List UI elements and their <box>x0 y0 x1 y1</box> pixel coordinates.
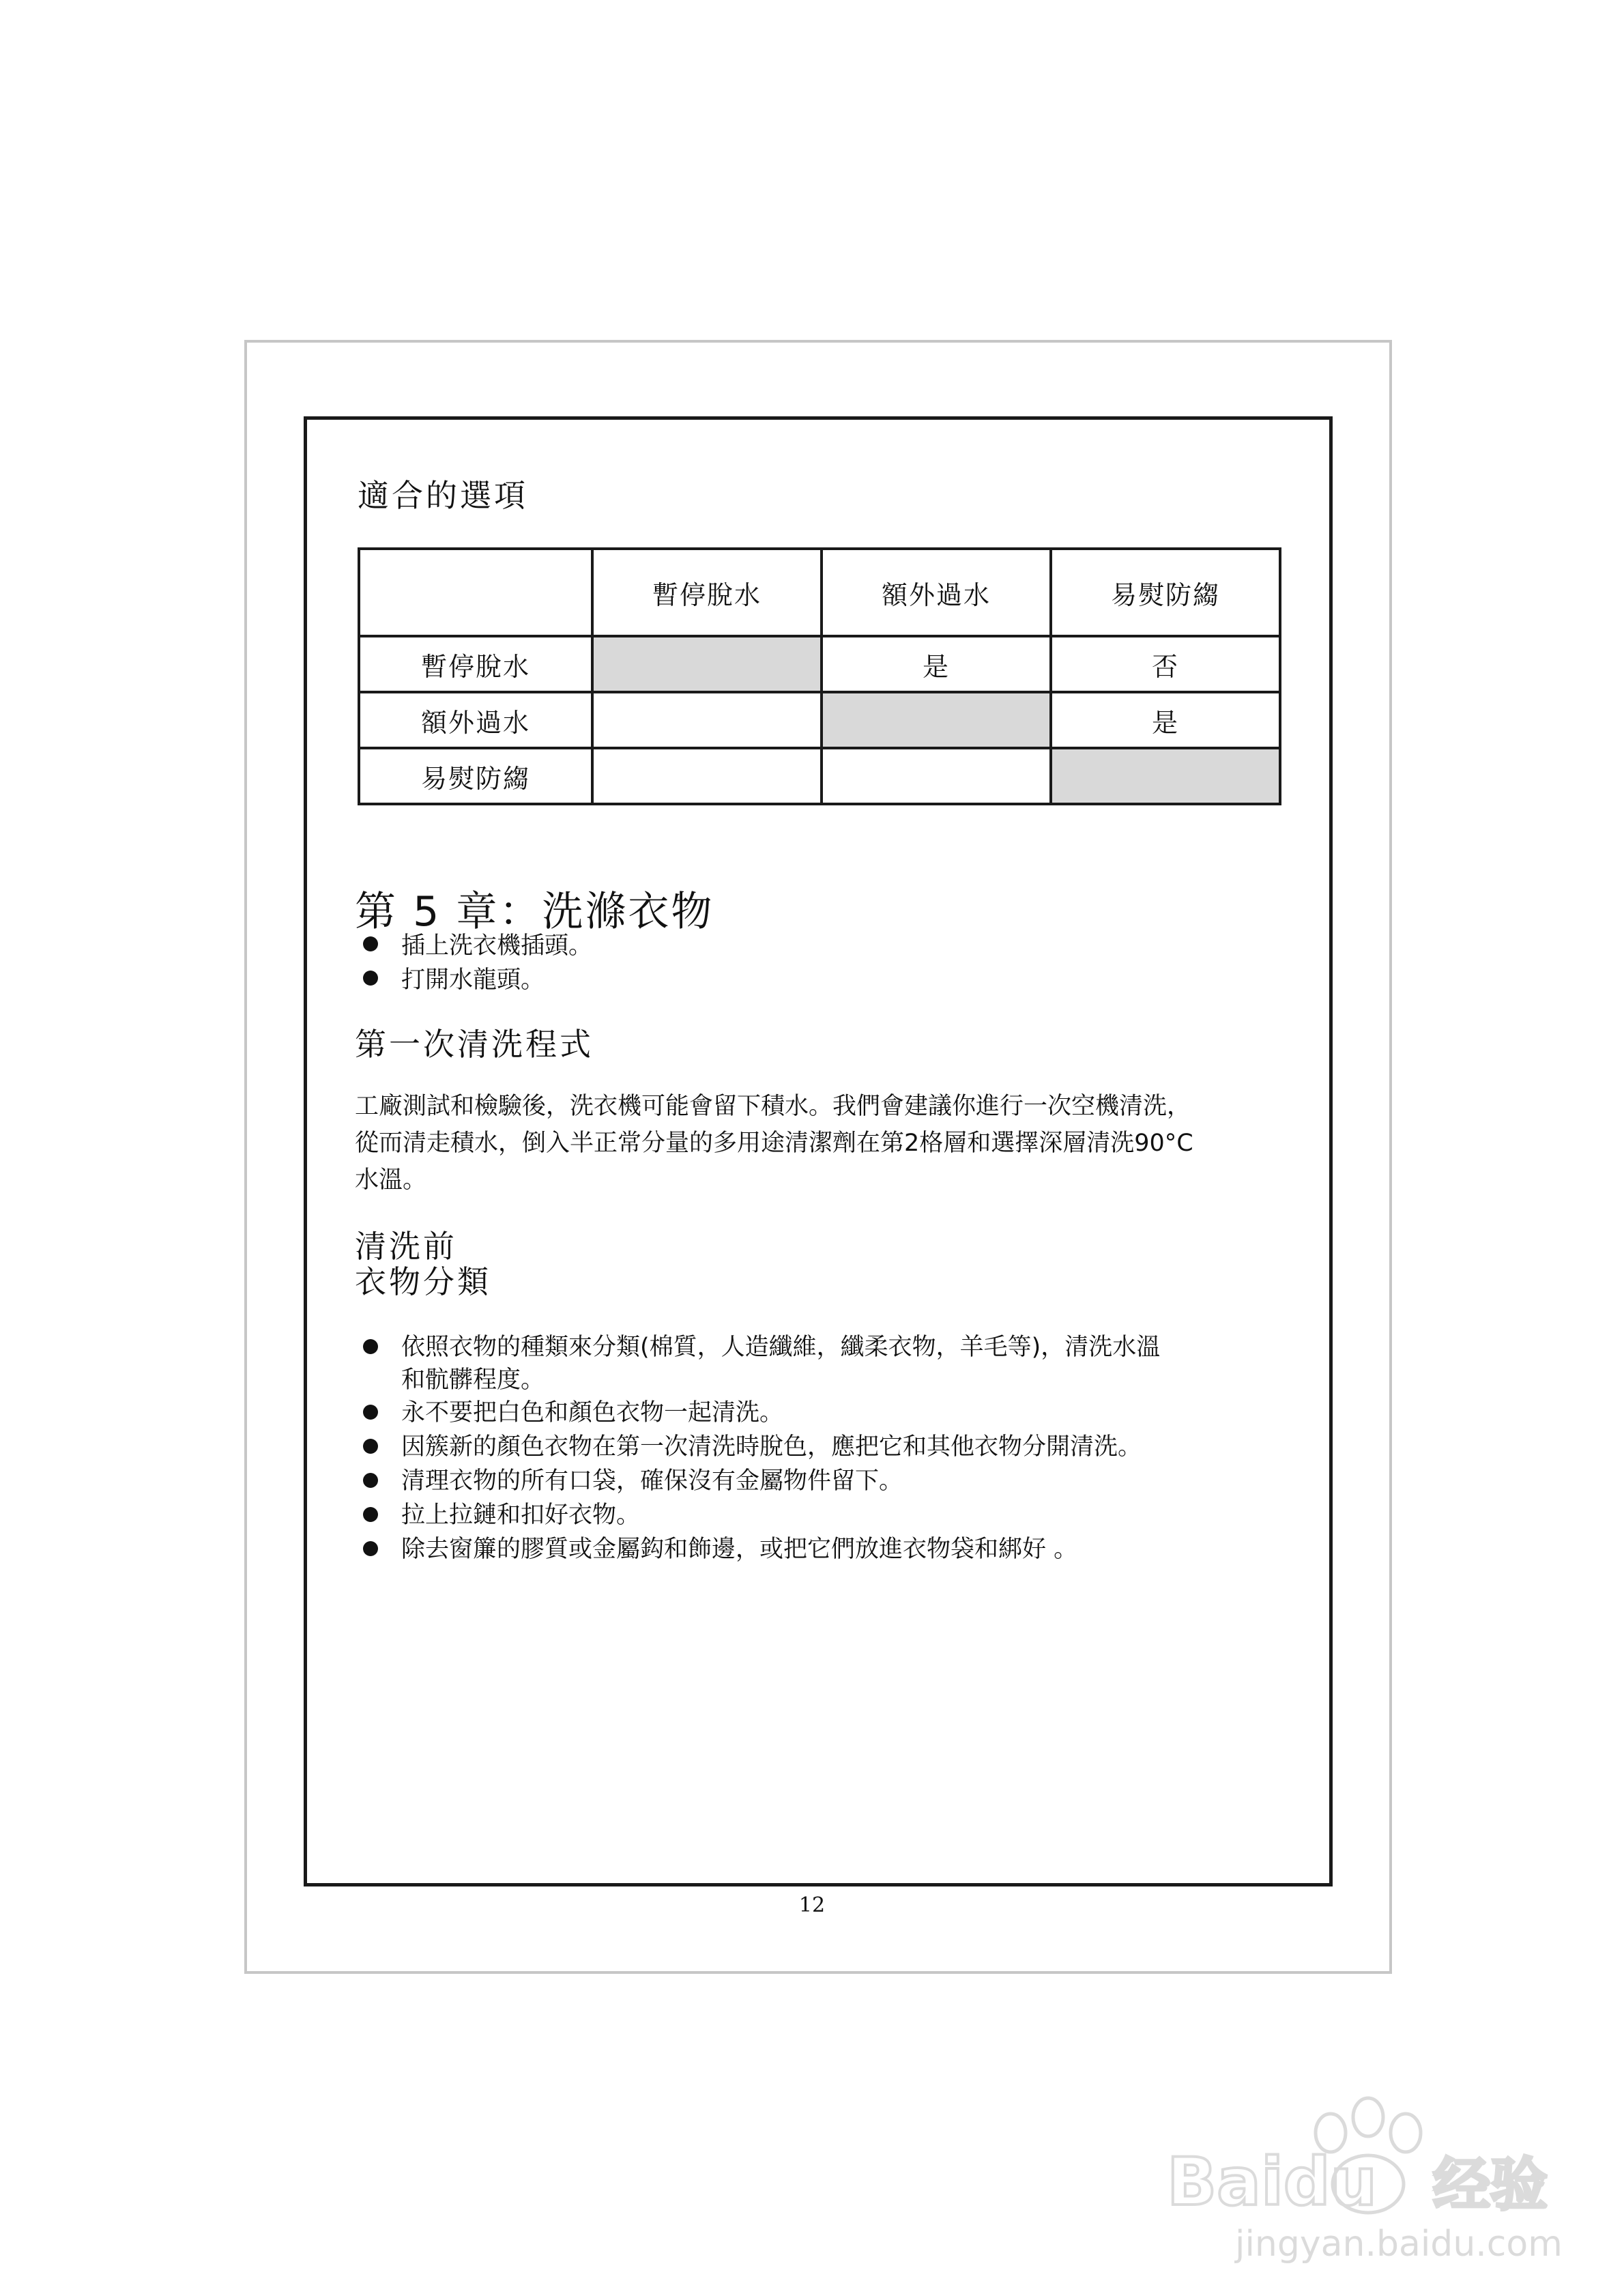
sorting-title-line2: 衣物分類 <box>355 1263 491 1300</box>
list-item-continuation: 和骯髒程度。 <box>401 1366 545 1394</box>
first-wash-title: 第一次清洗程式 <box>355 1026 594 1063</box>
table-header-cell: 暫停脫水 <box>592 549 822 636</box>
bullet-dot <box>363 1507 378 1522</box>
bullet-dot <box>363 1405 378 1420</box>
table-row-label: 易熨防縐 <box>359 748 592 804</box>
list-item: 拉上拉鏈和扣好衣物。 <box>401 1502 641 1529</box>
baidu-watermark-logo <box>1160 2068 1583 2266</box>
table-row-label: 暫停脫水 <box>359 636 592 692</box>
list-item: 插上洗衣機插頭。 <box>401 932 593 960</box>
list-item: 依照衣物的種類來分類(棉質，人造纖維，纖柔衣物，羊毛等)，清洗水溫 <box>401 1334 1161 1361</box>
table-cell <box>592 692 822 748</box>
chapter-title: 第 5 章：洗滌衣物 <box>355 888 714 936</box>
options-section-title: 適合的選項 <box>358 477 528 514</box>
table-cell <box>822 748 1051 804</box>
table-cell-shaded <box>592 636 822 692</box>
paragraph-line: 水溫。 <box>355 1166 427 1194</box>
table-cell-shaded <box>822 692 1051 748</box>
table-cell: 是 <box>822 636 1051 692</box>
list-item: 永不要把白色和顏色衣物一起清洗。 <box>401 1399 784 1426</box>
table-header-cell: 額外過水 <box>822 549 1051 636</box>
list-item: 除去窗簾的膠質或金屬鈎和飾邊，或把它們放進衣物袋和綁好 。 <box>401 1536 1078 1563</box>
bullet-dot <box>363 1473 378 1488</box>
table-cell <box>592 748 822 804</box>
table-row-label: 額外過水 <box>359 692 592 748</box>
bullet-dot <box>363 1339 378 1354</box>
list-item: 因簇新的顏色衣物在第一次清洗時脫色，應把它和其他衣物分開清洗。 <box>401 1433 1142 1461</box>
paragraph-line: 工廠測試和檢驗後，洗衣機可能會留下積水。我們會建議你進行一次空機清洗， <box>355 1093 1191 1120</box>
table-cell: 是 <box>1051 692 1280 748</box>
watermark-url: jingyan.baidu.com <box>1235 2224 1563 2265</box>
table-row <box>359 748 1280 804</box>
watermark-brand-cn: 经验 <box>1433 2151 1548 2218</box>
watermark-brand: Baidu <box>1167 2144 1377 2220</box>
bullet-dot <box>363 1439 378 1454</box>
table-header-empty <box>359 549 592 636</box>
bullet-dot <box>363 971 378 986</box>
table-row <box>359 692 1280 748</box>
sorting-title-line1: 清洗前 <box>355 1228 457 1265</box>
list-item: 打開水龍頭。 <box>401 966 545 994</box>
table-header-cell: 易熨防縐 <box>1051 549 1280 636</box>
options-table <box>358 547 1281 805</box>
list-item: 清理衣物的所有口袋，確保沒有金屬物件留下。 <box>401 1467 903 1495</box>
table-row <box>359 636 1280 692</box>
bullet-dot <box>363 936 378 951</box>
bullet-dot <box>363 1541 378 1556</box>
paragraph-line: 從而清走積水，倒入半正常分量的多用途清潔劑在第2格層和選擇深層清洗90°C <box>355 1130 1193 1157</box>
paw-toe <box>1391 2114 1421 2152</box>
paw-toe <box>1353 2098 1383 2136</box>
table-header-row <box>359 549 1280 636</box>
page-number: 12 <box>798 1893 826 1917</box>
table-cell: 否 <box>1051 636 1280 692</box>
table-cell-shaded <box>1051 748 1280 804</box>
